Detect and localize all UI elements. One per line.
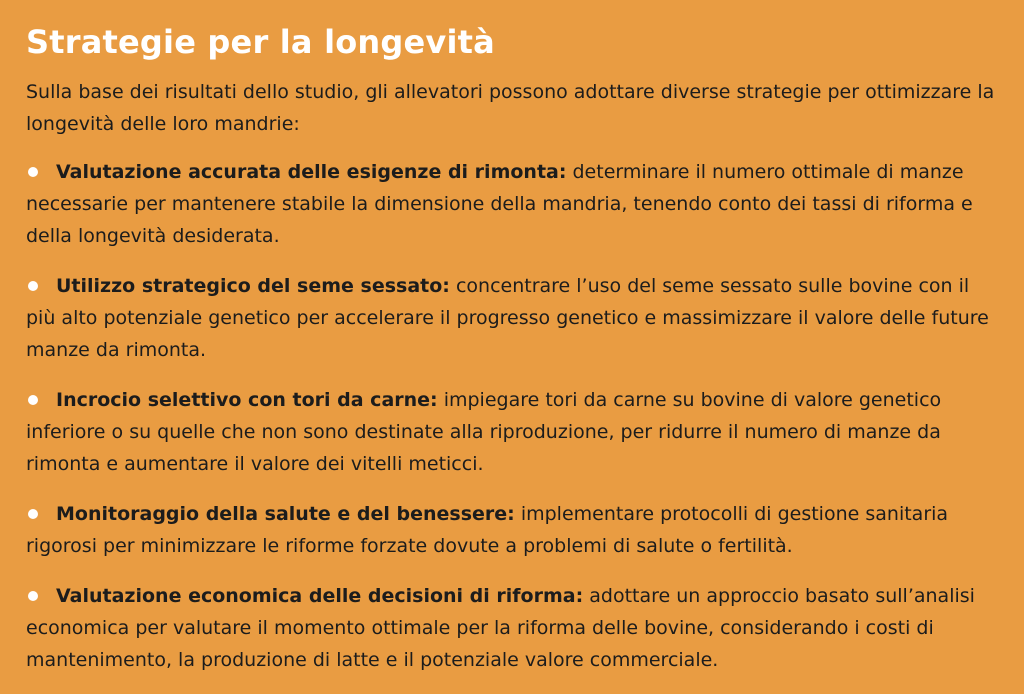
bullet-dot-icon: [28, 281, 38, 291]
strategy-description: determinare il numero ottimale di manze necessarie per mantenere stabile la dimensione della mandria, tenendo conto dei tassi di riforma e della longevità desiderata.: [26, 161, 973, 247]
bullet-dot-icon: [28, 167, 38, 177]
strategy-description: impiegare tori da carne su bovine di valore genetico inferiore o su quelle che non sono destinate alla riproduzione, per ridurre il numero di manze da rimonta e aumentare il valore dei vitelli meticci.: [26, 389, 942, 475]
list-item: [26, 270, 998, 366]
strategy-term: Utilizzo strategico del seme sessato:: [56, 275, 450, 297]
strategy-description: adottare un approccio basato sull’analisi economica per valutare il momento ottimale per la riforma delle bovine, considerando i costi di mantenimento, la produzione di latte e il potenziale valore commerciale.: [26, 585, 975, 671]
strategy-term: Valutazione economica delle decisioni di riforma:: [56, 585, 584, 607]
list-item: [26, 580, 998, 676]
box-title: Strategie per la longevità: [26, 23, 495, 61]
strategy-term: Valutazione accurata delle esigenze di rimonta:: [56, 161, 567, 183]
list-item: [26, 498, 998, 562]
bullet-dot-icon: [28, 591, 38, 601]
bullet-dot-icon: [28, 395, 38, 405]
strategy-term: Incrocio selettivo con tori da carne:: [56, 389, 438, 411]
list-item: [26, 156, 998, 252]
intro-paragraph: Sulla base dei risultati dello studio, gli allevatori possono adottare diverse strategie per ottimizzare la longevità delle loro mandrie:: [26, 81, 995, 135]
bullet-dot-icon: [28, 509, 38, 519]
strategy-list: [26, 156, 998, 676]
strategy-description: concentrare l’uso del seme sessato sulle bovine con il più alto potenziale genetico per accelerare il progresso genetico e massimizzare il valore delle future manze da rimonta.: [26, 275, 989, 361]
strategy-description: implementare protocolli di gestione sanitaria rigorosi per minimizzare le riforme forzate dovute a problemi di salute o fertilità.: [26, 503, 949, 557]
list-item: [26, 384, 998, 480]
strategy-term: Monitoraggio della salute e del benessere:: [56, 503, 515, 525]
